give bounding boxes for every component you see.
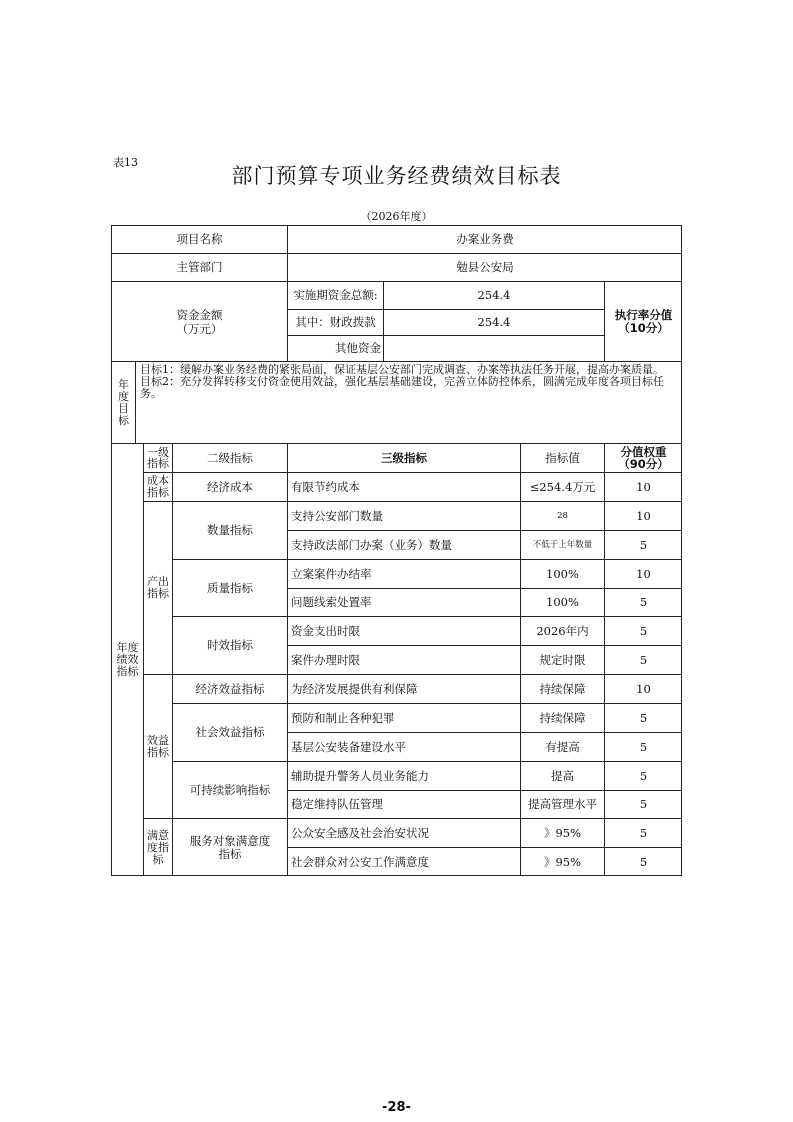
annual-goal-text: 目标1：缓解办案业务经费的紧张局面，保证基层公安部门完成调查、办案等执法任务开展，提高办案质量。 目标2：充分发挥转移支付资金使用效益，强化基层基础建设，完善立体防控体系，圆满完成年度各项目标任务。 — [136, 362, 682, 444]
indicator-value: 提高 — [521, 762, 605, 791]
performance-table — [111, 225, 682, 876]
level3-name: 问题线索处置率 — [288, 589, 521, 617]
indicator-value: 100% — [521, 589, 605, 617]
level3-name: 立案案件办结率 — [288, 560, 521, 589]
indicator-value: 100% — [521, 560, 605, 589]
indicator-value: 28 — [521, 502, 605, 531]
level3-name: 支持政法部门办案（业务）数量 — [288, 531, 521, 560]
indicator-weight: 5 — [605, 819, 682, 848]
level2-quality: 质量指标 — [173, 560, 288, 617]
level2-sustainable-impact: 可持续影响指标 — [173, 762, 288, 819]
header-weight: 分值权重 （90分） — [605, 444, 682, 473]
level1-satisfaction: 满意 度指 标 — [144, 819, 173, 876]
level3-name: 公众安全感及社会治安状况 — [288, 819, 521, 848]
funds-other-label: 其他资金 — [288, 336, 384, 362]
level1-output: 产出 指标 — [144, 502, 173, 675]
level2-economic-cost: 经济成本 — [173, 473, 288, 502]
funds-other-value — [384, 336, 605, 362]
table-number: 表13 — [113, 156, 138, 169]
level2-social-benefit: 社会效益指标 — [173, 704, 288, 762]
indicator-weight: 5 — [605, 589, 682, 617]
level3-name: 基层公安装备建设水平 — [288, 733, 521, 762]
funds-total-label: 实施期资金总额: — [288, 282, 384, 310]
indicator-value: 不低于上年数量 — [521, 531, 605, 560]
level3-name: 为经济发展提供有利保障 — [288, 675, 521, 704]
level3-name: 有限节约成本 — [288, 473, 521, 502]
indicator-weight: 5 — [605, 791, 682, 819]
level2-quantity: 数量指标 — [173, 502, 288, 560]
funds-total-value: 254.4 — [384, 282, 605, 310]
header-level2: 二级指标 — [173, 444, 288, 473]
indicator-weight: 10 — [605, 502, 682, 531]
indicator-weight: 5 — [605, 646, 682, 675]
document-year: （2026年度） — [360, 210, 433, 223]
indicator-weight: 10 — [605, 473, 682, 502]
indicator-value: 持续保障 — [521, 675, 605, 704]
indicator-value: ≤254.4万元 — [521, 473, 605, 502]
indicator-weight: 10 — [605, 675, 682, 704]
project-name-label: 项目名称 — [112, 226, 288, 254]
funds-fiscal-value: 254.4 — [384, 310, 605, 336]
level3-name: 预防和制止各种犯罪 — [288, 704, 521, 733]
indicator-weight: 5 — [605, 733, 682, 762]
header-value: 指标值 — [521, 444, 605, 473]
level3-name: 稳定维持队伍管理 — [288, 791, 521, 819]
indicator-weight: 5 — [605, 762, 682, 791]
department-value: 勉县公安局 — [288, 254, 682, 282]
level3-name: 社会群众对公安工作满意度 — [288, 848, 521, 876]
indicator-value: 2026年内 — [521, 617, 605, 646]
indicator-weight: 5 — [605, 704, 682, 733]
level2-service-satisfaction: 服务对象满意度 指标 — [173, 819, 288, 876]
level2-economic-benefit: 经济效益指标 — [173, 675, 288, 704]
level3-name: 资金支出时限 — [288, 617, 521, 646]
department-label: 主管部门 — [112, 254, 288, 282]
level1-benefit: 效益 指标 — [144, 675, 173, 819]
execution-rate-score: 执行率分值 （10分） — [605, 282, 682, 362]
level3-name: 支持公安部门数量 — [288, 502, 521, 531]
funds-label: 资金金额 （万元） — [112, 282, 288, 362]
indicator-value: 有提高 — [521, 733, 605, 762]
indicator-value: 规定时限 — [521, 646, 605, 675]
indicator-weight: 5 — [605, 531, 682, 560]
level3-name: 辅助提升警务人员业务能力 — [288, 762, 521, 791]
indicator-weight: 5 — [639, 854, 648, 869]
indicator-weight: 10 — [605, 560, 682, 589]
header-level1: 一级 指标 — [144, 444, 173, 473]
annual-indicators-label: 年度 绩效 指标 — [112, 444, 144, 876]
annual-goal-label: 年度 目标 — [112, 362, 136, 444]
indicator-value: 提高管理水平 — [521, 791, 605, 819]
level2-timeliness: 时效指标 — [173, 617, 288, 675]
level1-cost: 成本 指标 — [144, 473, 173, 502]
indicator-value: 》95% — [521, 848, 605, 876]
indicator-value: 持续保障 — [521, 704, 605, 733]
indicator-weight: 5 — [605, 617, 682, 646]
funds-fiscal-label: 其中：财政拨款 — [288, 310, 384, 336]
indicator-value: 》95% — [521, 819, 605, 848]
project-name-value: 办案业务费 — [288, 226, 682, 254]
page-number: -28- — [382, 1100, 411, 1115]
header-level3: 三级指标 — [288, 444, 521, 473]
document-title: 部门预算专项业务经费绩效目标表 — [231, 164, 562, 188]
level3-name: 案件办理时限 — [288, 646, 521, 675]
